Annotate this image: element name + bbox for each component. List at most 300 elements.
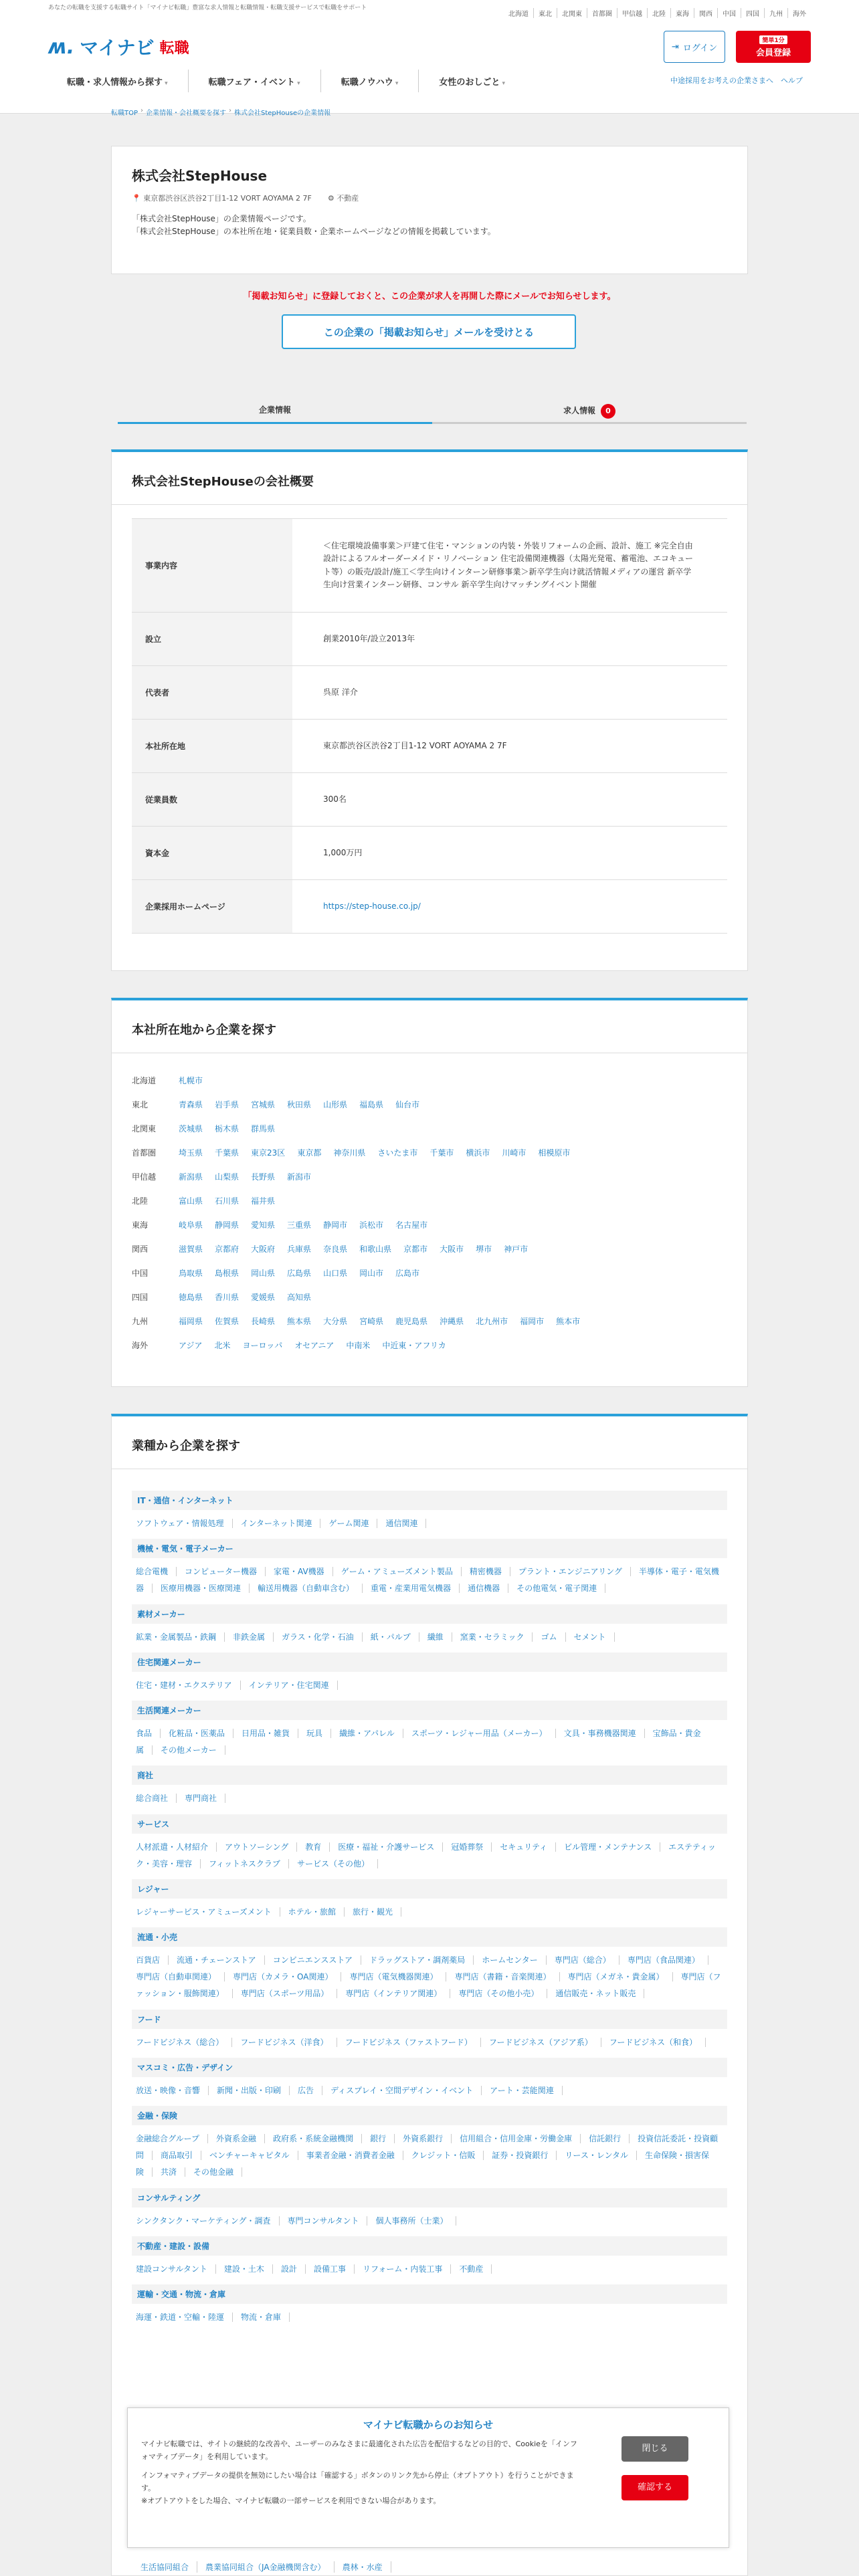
industry-link[interactable]: 農業協同組合（JA金融機関含む） <box>205 2561 335 2573</box>
industry-link[interactable]: 通信機器 <box>468 1584 508 1593</box>
tab-company-info-label: 企業情報 <box>258 405 291 415</box>
cookie-text-1: マイナビ転職では、サイトの継続的な改善や、ユーザーのみなさまに最適化された広告を配信するなどの目的で、Cookieを「インフォマティブデータ」を利用しています。 <box>141 2440 577 2461</box>
table-row <box>132 827 727 880</box>
industry-link[interactable]: 広告 <box>298 2086 322 2095</box>
industry-link[interactable]: ビル管理・メンテナンス <box>564 1842 660 1852</box>
industry-items <box>132 1624 727 1652</box>
pref-link[interactable]: 札幌市 <box>179 1076 203 1085</box>
industry-link[interactable]: ガラス・化学・石油 <box>282 1632 363 1642</box>
pref-link[interactable]: 中南米 <box>346 1341 371 1350</box>
pref-link[interactable]: 京都市 <box>403 1245 428 1254</box>
industry-link[interactable]: 旅行・観光 <box>353 1907 401 1917</box>
industry-link[interactable]: ホテル・旅館 <box>288 1907 345 1917</box>
industry-link[interactable]: フードビジネス（洋食） <box>240 2038 337 2047</box>
jobs-count-badge: 0 <box>601 404 615 419</box>
industry-title: 業種から企業を探す <box>112 1416 747 1469</box>
pref-link[interactable]: 愛媛県 <box>251 1293 276 1302</box>
industry-link[interactable]: 専門店（食品関連） <box>628 1955 708 1965</box>
nav-search-jobs[interactable]: 転職・求人情報から探す ▾ <box>48 70 188 92</box>
pref-link[interactable]: 広島市 <box>395 1269 420 1278</box>
pref-link[interactable]: 北米 <box>214 1341 231 1350</box>
pref-link[interactable]: オセアニア <box>294 1341 335 1350</box>
industry-link[interactable]: 家電・AV機器 <box>274 1567 333 1576</box>
industry-link[interactable]: インテリア・住宅関連 <box>249 1681 338 1690</box>
industry-link[interactable]: コンピューター機器 <box>185 1567 266 1576</box>
industry-link[interactable]: 住宅・建材・エクステリア <box>136 1681 241 1690</box>
industry-link[interactable]: 共済 <box>161 2167 185 2177</box>
industry-link[interactable]: 宝飾品・貴金属 <box>136 1728 701 1755</box>
pref-link[interactable]: 静岡市 <box>323 1220 348 1230</box>
region-links <box>504 8 811 18</box>
pref-link[interactable]: 岡山県 <box>251 1269 276 1278</box>
row-label: 資本金 <box>132 827 292 880</box>
pref-links <box>179 1147 582 1171</box>
industry-link[interactable]: 専門店（カメラ・OA関連） <box>233 1972 341 1981</box>
industry-link[interactable]: 設備工事 <box>314 2264 355 2274</box>
location-row <box>132 1291 727 1315</box>
cookie-text-2: インフォマティブデータの提供を無効にしたい場合は「確認する」ボタンのリンク先から停止（オプトアウト）を行うことができます。 <box>141 2471 574 2493</box>
login-button[interactable] <box>664 31 725 63</box>
industry-link[interactable]: リース・レンタル <box>565 2151 637 2160</box>
industry-link[interactable]: アウトソーシング <box>225 1842 297 1852</box>
tab-jobs-label: 求人情報 <box>563 406 595 415</box>
industry-link[interactable]: 物流・倉庫 <box>241 2313 290 2322</box>
industry-link[interactable]: ドラッグストア・調剤薬局 <box>369 1955 474 1965</box>
logo-mark-icon: ʍ. <box>48 35 75 59</box>
industry-link[interactable]: 医療・福祉・介護サービス <box>338 1842 443 1852</box>
breadcrumb-current: 株式会社StepHouseの企業情報 <box>234 110 331 117</box>
pref-link[interactable]: 石川県 <box>215 1196 240 1206</box>
industry-link[interactable]: 通信関連 <box>385 1519 426 1528</box>
industry-items <box>132 2077 727 2106</box>
cookie-title: マイナビ転職からのお知らせ <box>363 2419 494 2431</box>
pref-link[interactable]: 神奈川県 <box>333 1148 366 1158</box>
row-value: 1,000万円 <box>292 827 727 880</box>
pref-link[interactable]: 川崎市 <box>502 1148 527 1158</box>
industry-link[interactable]: 繊維 <box>427 1632 452 1642</box>
industry-link[interactable]: 銀行 <box>370 2134 395 2143</box>
pin-icon: 📍 <box>132 194 141 203</box>
pref-link[interactable]: 三重県 <box>287 1220 312 1230</box>
region-label: 東北 <box>132 1100 149 1109</box>
tab-company-info[interactable] <box>118 397 432 424</box>
industry-link[interactable]: アート・芸能関連 <box>490 2086 563 2095</box>
industry-items <box>132 2029 727 2058</box>
industry-link[interactable]: 鉱業・金属製品・鉄鋼 <box>136 1632 225 1642</box>
industry-list <box>132 1491 727 2333</box>
pref-link[interactable]: 横浜市 <box>466 1148 490 1158</box>
industry-category[interactable]: 不動産・建設・設備 <box>132 2236 727 2256</box>
region-link[interactable]: 中国 <box>717 8 741 18</box>
table-row <box>132 720 727 773</box>
pref-link[interactable]: 新潟県 <box>179 1172 203 1182</box>
pref-link[interactable]: 福島県 <box>359 1100 384 1109</box>
location-row <box>132 1243 727 1267</box>
industry-link[interactable]: コンビニエンスストア <box>273 1955 361 1965</box>
industry-category[interactable]: レジャー <box>132 1879 727 1899</box>
location-row <box>132 1315 727 1339</box>
row-label: 本社所在地 <box>132 720 292 773</box>
pref-link[interactable]: 名古屋市 <box>395 1220 428 1230</box>
notify-mail-button[interactable]: この企業の「掲載お知らせ」メールを受けとる <box>282 314 576 349</box>
industry-category[interactable]: マスコミ・広告・デザイン <box>132 2058 727 2077</box>
address-meta <box>132 193 312 203</box>
region-link[interactable]: 北関東 <box>557 8 587 18</box>
location-title: 本社所在地から企業を探す <box>112 1000 747 1053</box>
industry-link[interactable]: インターネット関連 <box>241 1519 321 1528</box>
location-row <box>132 1147 727 1171</box>
pref-link[interactable]: 岡山市 <box>359 1269 384 1278</box>
pref-link[interactable]: 中近東・アフリカ <box>382 1341 446 1350</box>
industry-link[interactable]: ベンチャーキャピタル <box>209 2151 298 2160</box>
industry-link[interactable]: 紙・パルプ <box>371 1632 419 1642</box>
pref-link[interactable]: 岐阜県 <box>179 1220 203 1230</box>
pref-link[interactable]: 堺市 <box>476 1245 492 1254</box>
industry-link[interactable]: 専門コンサルタント <box>288 2216 368 2226</box>
pref-link[interactable]: 京都府 <box>215 1245 240 1254</box>
pref-link[interactable]: ヨーロッパ <box>242 1341 283 1350</box>
region-label: 東海 <box>132 1220 149 1230</box>
table-row <box>132 880 727 934</box>
industry-items <box>132 1947 727 2010</box>
notice-text: 「掲載お知らせ」に登録しておくと、この企業が求人を再開した際にメールでお知らせします。 <box>243 292 616 302</box>
nav-knowhow[interactable]: 転職ノウハウ ▾ <box>320 70 419 92</box>
industry-link[interactable]: 専門店（書籍・音楽関連） <box>454 1972 559 1981</box>
tab-jobs[interactable] <box>432 397 747 424</box>
location-panel <box>111 998 748 1387</box>
industry-link[interactable]: 信託銀行 <box>589 2134 630 2143</box>
industry-link[interactable]: ゲーム・アミューズメント製品 <box>341 1567 462 1576</box>
industry-link[interactable]: その他メーカー <box>161 1745 225 1755</box>
pref-link[interactable]: 新潟市 <box>287 1172 312 1182</box>
industry-link[interactable]: 専門店（自動車関連） <box>136 1972 225 1981</box>
industry-link[interactable]: 海運・鉄道・空輸・陸運 <box>136 2313 233 2322</box>
pref-link[interactable]: 北九州市 <box>476 1317 508 1326</box>
industry-link[interactable]: 文具・事務機器関連 <box>564 1729 645 1738</box>
region-link[interactable]: 首都圏 <box>587 8 617 18</box>
industry-link[interactable]: 重電・産業用電気機器 <box>371 1584 460 1593</box>
industry-link[interactable]: 医療用機器・医療関連 <box>161 1584 250 1593</box>
pref-links <box>179 1171 323 1195</box>
region-link[interactable]: 甲信越 <box>617 8 647 18</box>
industry-link[interactable]: 金融総合グループ <box>136 2134 208 2143</box>
homepage-link[interactable]: https://step-house.co.jp/ <box>323 901 421 911</box>
industry-link[interactable]: 設計 <box>281 2264 306 2274</box>
industry-link[interactable]: 精密機器 <box>470 1567 510 1576</box>
industry-link[interactable]: ゲーム関連 <box>328 1519 377 1528</box>
pref-link[interactable]: 埼玉県 <box>179 1148 203 1158</box>
pref-link[interactable]: 高知県 <box>287 1293 312 1302</box>
pref-link[interactable]: 熊本市 <box>556 1317 581 1326</box>
pref-link[interactable]: 島根県 <box>215 1269 240 1278</box>
industry-link[interactable]: 生活協同組合 <box>140 2561 197 2573</box>
industry-link[interactable]: 外資系金融 <box>216 2134 265 2143</box>
industry-link[interactable]: ディスプレイ・空間デザイン・イベント <box>330 2086 482 2095</box>
industry-link[interactable]: 輸送用機器（自動車含む） <box>258 1584 363 1593</box>
register-button[interactable] <box>736 31 811 63</box>
pref-link[interactable]: 宮崎県 <box>359 1317 384 1326</box>
industry-link[interactable]: 食品 <box>136 1729 161 1738</box>
pref-link[interactable]: 奈良県 <box>323 1245 348 1254</box>
pref-link[interactable]: 東京都 <box>297 1148 322 1158</box>
breadcrumb-top[interactable]: 転職TOP <box>111 110 138 117</box>
pref-link[interactable]: 熊本県 <box>287 1317 312 1326</box>
industry-link[interactable]: クレジット・信販 <box>411 2151 484 2160</box>
industry-items <box>132 2208 727 2236</box>
pref-link[interactable]: 神戸市 <box>504 1245 529 1254</box>
region-link[interactable]: 海外 <box>787 8 811 18</box>
industry-link[interactable]: 新聞・出版・印刷 <box>217 2086 290 2095</box>
industry-items <box>132 1510 727 1539</box>
pref-link[interactable]: 徳島県 <box>179 1293 203 1302</box>
industry-category[interactable]: 機械・電気・電子メーカー <box>132 1539 727 1558</box>
industry-items <box>132 2125 727 2188</box>
region-label: 海外 <box>132 1341 149 1350</box>
cookie-close-button[interactable]: 閉じる <box>622 2436 688 2462</box>
industry-link[interactable]: 専門店（メガネ・貴金属） <box>568 1972 673 1981</box>
pref-link[interactable]: 栃木県 <box>215 1124 240 1134</box>
industry-link[interactable]: 窯業・セラミック <box>460 1632 533 1642</box>
header-sub-links[interactable]: 中途採用をお考えの企業さまへ ヘルプ <box>670 76 803 85</box>
pref-link[interactable]: 群馬県 <box>251 1124 276 1134</box>
gear-icon: ⚙ <box>327 194 335 203</box>
pref-link[interactable]: 鳥取県 <box>179 1269 203 1278</box>
pref-link[interactable]: 富山県 <box>179 1196 203 1206</box>
region-label: 北関東 <box>132 1124 157 1134</box>
location-row <box>132 1219 727 1243</box>
pref-link[interactable]: 長崎県 <box>251 1317 276 1326</box>
industry-items <box>132 1785 727 1814</box>
industry-link[interactable]: 放送・映像・音響 <box>136 2086 209 2095</box>
table-row <box>132 613 727 666</box>
industry-link[interactable]: 事業者金融・消費者金融 <box>306 2151 403 2160</box>
pref-link[interactable]: 東京23区 <box>251 1148 286 1158</box>
industry-link[interactable]: 百貨店 <box>136 1955 169 1965</box>
region-label: 九州 <box>132 1317 149 1326</box>
pref-link[interactable]: 和歌山県 <box>359 1245 392 1254</box>
pref-link[interactable]: 福井県 <box>251 1196 276 1206</box>
location-row <box>132 1195 727 1219</box>
pref-link[interactable]: 広島県 <box>287 1269 312 1278</box>
industry-link[interactable]: 専門店（ファッション・服飾関連） <box>136 1972 721 1999</box>
industry-link[interactable]: 生命保険・損害保険 <box>136 2151 710 2177</box>
pref-link[interactable]: 山形県 <box>323 1100 348 1109</box>
industry-link[interactable]: リフォーム・内装工事 <box>363 2264 451 2274</box>
pref-link[interactable]: 大阪市 <box>440 1245 464 1254</box>
pref-link[interactable]: 鹿児島県 <box>395 1317 428 1326</box>
industry-link[interactable]: セメント <box>574 1632 615 1642</box>
industry-link[interactable]: 総合商社 <box>136 1794 177 1803</box>
industry-link[interactable]: ソフトウェア・情報処理 <box>136 1519 233 1528</box>
industry-link[interactable]: 農林・水産 <box>343 2561 391 2573</box>
pref-links <box>179 1267 432 1291</box>
pref-link[interactable]: 愛知県 <box>251 1220 276 1230</box>
industry-category[interactable]: コンサルティング <box>132 2188 727 2208</box>
pref-link[interactable]: 大分県 <box>323 1317 348 1326</box>
nav-fair[interactable]: 転職フェア・イベント ▾ <box>188 70 320 92</box>
industry-category[interactable]: フード <box>132 2010 727 2029</box>
row-value: 東京都渋谷区渋谷2丁目1-12 VORT AOYAMA 2 7F <box>292 720 727 773</box>
company-industry: 不動産 <box>337 194 359 203</box>
pref-links <box>179 1219 440 1243</box>
industry-link[interactable]: ホームセンター <box>482 1955 547 1965</box>
industry-items <box>132 1834 727 1879</box>
industry-link[interactable]: 日用品・雑貨 <box>242 1729 298 1738</box>
industry-link[interactable]: セキュリティ <box>500 1842 556 1852</box>
pref-link[interactable]: 千葉市 <box>430 1148 454 1158</box>
industry-items <box>132 2256 727 2284</box>
location-row <box>132 1099 727 1123</box>
row-value: 呉原 洋介 <box>292 666 727 720</box>
pref-link[interactable]: 香川県 <box>215 1293 240 1302</box>
industry-link[interactable]: フィットネスクラブ <box>209 1859 289 1868</box>
industry-link[interactable]: 化粧品・医薬品 <box>169 1729 233 1738</box>
region-label: 北海道 <box>132 1076 157 1085</box>
pref-link[interactable]: 宮城県 <box>251 1100 276 1109</box>
pref-link[interactable]: 千葉県 <box>215 1148 240 1158</box>
pref-link[interactable]: 福岡県 <box>179 1317 203 1326</box>
industry-link[interactable]: その他金融 <box>193 2167 242 2177</box>
pref-link[interactable]: 沖縄県 <box>440 1317 464 1326</box>
industry-link[interactable]: 繊維・アパレル <box>339 1729 403 1738</box>
row-label: 従業員数 <box>132 773 292 827</box>
industry-link[interactable]: 教育 <box>305 1842 330 1852</box>
industry-link[interactable]: 専門店（その他小売） <box>458 1989 547 1998</box>
pref-link[interactable]: 茨城県 <box>179 1124 203 1134</box>
industry-link[interactable]: 専門店（総合） <box>555 1955 619 1965</box>
industry-link[interactable]: 専門商社 <box>185 1794 225 1803</box>
pref-link[interactable]: 福岡市 <box>520 1317 545 1326</box>
industry-link[interactable]: フードビジネス（総合） <box>136 2038 232 2047</box>
row-label: 事業内容 <box>132 519 292 613</box>
pref-link[interactable]: 青森県 <box>179 1100 203 1109</box>
pref-link[interactable]: 秋田県 <box>287 1100 312 1109</box>
industry-link[interactable]: 専門店（インテリア関連） <box>345 1989 450 1998</box>
industry-link[interactable]: レジャーサービス・アミューズメント <box>136 1907 280 1917</box>
industry-link[interactable]: シンクタンク・マーケティング・調査 <box>136 2216 280 2226</box>
row-value: ＜住宅環境設備事業＞戸建て住宅・マンションの内装・外装リフォームの企画、設計、施工 ※完全自由設計によるフルオーダーメイド・リノベーション 住宅設備関連機器（太陽光発電、蓄電池、エコキュート等）の販売/設計/施工＜学生向けインターン研修事業＞新卒学生向け就活情報メディアの運営 新卒学生向け営業インターン研修、コンサル 新卒学生向けマッチングイベント開催 <box>292 519 727 613</box>
industry-category[interactable]: 金融・保険 <box>132 2106 727 2125</box>
table-row <box>132 666 727 720</box>
pref-link[interactable]: 岩手県 <box>215 1100 240 1109</box>
pref-link[interactable]: アジア <box>179 1341 203 1350</box>
industry-category[interactable]: 素材メーカー <box>132 1604 727 1624</box>
industry-link[interactable]: スポーツ・レジャー用品（メーカー） <box>411 1729 556 1738</box>
pref-links <box>179 1195 287 1219</box>
pref-link[interactable]: 山口県 <box>323 1269 348 1278</box>
pref-links <box>179 1075 215 1099</box>
industry-link[interactable]: 外資系銀行 <box>403 2134 452 2143</box>
industry-link[interactable]: エステティック・美容・理容 <box>136 1842 716 1868</box>
industry-link[interactable]: 不動産 <box>459 2264 492 2274</box>
cookie-confirm-button[interactable]: 確認する <box>622 2475 688 2500</box>
pref-link[interactable]: 山梨県 <box>215 1172 240 1182</box>
industry-link[interactable]: 政府系・系統金融機関 <box>273 2134 362 2143</box>
pref-link[interactable]: 佐賀県 <box>215 1317 240 1326</box>
site-logo[interactable] <box>48 33 189 60</box>
pref-links <box>179 1099 432 1123</box>
industry-category[interactable]: 住宅関連メーカー <box>132 1652 727 1672</box>
pref-link[interactable]: 浜松市 <box>359 1220 384 1230</box>
industry-category[interactable]: 運輸・交通・物流・倉庫 <box>132 2284 727 2304</box>
pref-link[interactable]: 兵庫県 <box>287 1245 312 1254</box>
industry-category[interactable]: IT・通信・インターネット <box>132 1491 727 1510</box>
industry-category[interactable]: 流通・小売 <box>132 1927 727 1947</box>
nav-women[interactable]: 女性のおしごと ▾ <box>418 70 525 92</box>
industry-link[interactable]: 建設コンサルタント <box>136 2264 216 2274</box>
region-link[interactable]: 北海道 <box>508 11 529 18</box>
industry-link[interactable]: 半導体・電子・電気機器 <box>136 1567 719 1594</box>
industry-link[interactable]: フードビジネス（アジア系） <box>489 2038 601 2047</box>
pref-link[interactable]: 相模原市 <box>538 1148 571 1158</box>
overview-table <box>132 518 727 934</box>
pref-link[interactable]: 長野県 <box>251 1172 276 1182</box>
region-label: 四国 <box>132 1293 149 1302</box>
industry-link[interactable]: 専門店（電気機器関連） <box>349 1972 446 1981</box>
location-row <box>132 1339 727 1364</box>
industry-link[interactable]: フードビジネス（ファストフード） <box>345 2038 481 2047</box>
breadcrumb-search[interactable]: 企業情報・会社概要を探す <box>146 110 227 117</box>
pref-link[interactable]: 大阪府 <box>251 1245 276 1254</box>
industry-bottom-row <box>140 2561 391 2573</box>
industry-link[interactable]: 専門店（スポーツ用品） <box>241 1989 338 1998</box>
industry-link[interactable]: サービス（その他） <box>297 1859 378 1868</box>
industry-category[interactable]: サービス <box>132 1814 727 1834</box>
region-link[interactable]: 九州 <box>764 8 787 18</box>
industry-link[interactable]: 建設・土木 <box>224 2264 273 2274</box>
cookie-banner <box>127 2407 729 2548</box>
industry-link[interactable]: 証券・投資銀行 <box>492 2151 557 2160</box>
industry-items <box>132 2304 727 2333</box>
industry-link[interactable]: フードビジネス（和食） <box>609 2038 706 2047</box>
row-value: 300名 <box>292 773 727 827</box>
industry-link[interactable]: 投資信託委託・投資顧問 <box>136 2134 719 2161</box>
industry-category[interactable]: 商社 <box>132 1765 727 1785</box>
industry-link[interactable]: 非鉄金属 <box>233 1632 274 1642</box>
industry-category[interactable]: 生活関連メーカー <box>132 1701 727 1720</box>
region-link[interactable]: 関西 <box>694 8 717 18</box>
industry-items <box>132 1558 727 1604</box>
logo-tenshoku: 転職 <box>159 39 189 57</box>
industry-link[interactable]: 個人事務所（士業） <box>375 2216 456 2226</box>
pref-link[interactable]: 静岡県 <box>215 1220 240 1230</box>
pref-link[interactable]: さいたま市 <box>377 1148 418 1158</box>
company-desc-1: 「株式会社StepHouse」の企業情報ページです。 <box>132 214 311 223</box>
industry-link[interactable]: 商品取引 <box>161 2151 201 2160</box>
region-link[interactable]: 東海 <box>670 8 694 18</box>
region-link[interactable]: 北陸 <box>647 8 670 18</box>
industry-link[interactable]: 流通・チェーンストア <box>177 1955 265 1965</box>
region-link[interactable]: 東北 <box>533 8 557 18</box>
industry-link[interactable]: プラント・エンジニアリング <box>518 1567 631 1576</box>
login-label: ログイン <box>682 43 718 53</box>
industry-link[interactable]: ゴム <box>541 1632 565 1642</box>
location-row <box>132 1075 727 1099</box>
industry-link[interactable]: 信用組合・信用金庫・労働金庫 <box>460 2134 581 2143</box>
industry-link[interactable]: 通信販売・ネット販売 <box>555 1989 644 1998</box>
pref-link[interactable]: 滋賀県 <box>179 1245 203 1254</box>
company-address: 東京都渋谷区渋谷2丁目1-12 VORT AOYAMA 2 7F <box>143 194 312 203</box>
region-label: 関西 <box>132 1245 149 1254</box>
industry-link[interactable]: 玩具 <box>306 1729 331 1738</box>
industry-link[interactable]: 冠婚葬祭 <box>451 1842 492 1852</box>
industry-link[interactable]: 総合電機 <box>136 1567 177 1576</box>
pref-link[interactable]: 仙台市 <box>395 1100 420 1109</box>
register-label: 会員登録 <box>755 48 791 58</box>
region-link[interactable]: 四国 <box>741 8 764 18</box>
industry-link[interactable]: その他電気・電子関連 <box>516 1584 605 1593</box>
industry-link[interactable]: 人材派遣・人材紹介 <box>136 1842 217 1852</box>
